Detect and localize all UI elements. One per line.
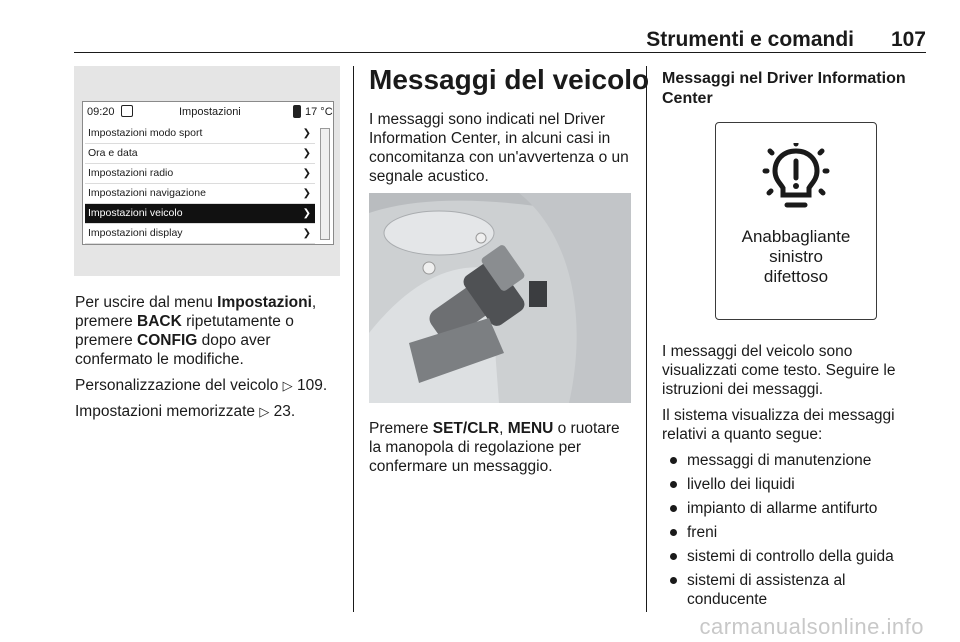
- steering-stalk-illustration: [369, 193, 631, 403]
- set-clr-button-label: SET/CLR: [432, 420, 500, 437]
- list-item: freni: [662, 523, 928, 542]
- column-divider-1: [353, 66, 354, 612]
- driver-information-center-display: [715, 122, 877, 320]
- page-reference-icon: ▷: [259, 404, 270, 419]
- menu-button-label: MENU: [507, 420, 554, 437]
- menu-item-label: Impostazioni radio: [88, 167, 174, 179]
- screen-scrollbar: [320, 128, 330, 240]
- chevron-right-icon: ❯: [302, 128, 311, 139]
- settings-menu-list: [85, 124, 315, 244]
- menu-item-label: Impostazioni modo sport: [88, 127, 203, 139]
- messages-categories-intro: Il sistema visualizza dei messaggi relativi a quanto segue:: [662, 407, 895, 443]
- list-item: messaggi di manutenzione: [662, 451, 928, 470]
- menu-item: [85, 124, 315, 144]
- screen-title: Impostazioni: [179, 106, 241, 118]
- confirm-message-paragraph: Premere SET/CLR, MENU o ruotare la manopola di regolazione per confermare un messaggio.: [369, 420, 620, 475]
- watermark: carmanualsonline.info: [699, 614, 924, 639]
- chevron-right-icon: ❯: [302, 208, 311, 219]
- subsection-title: Messaggi nel Driver Information Center: [662, 70, 906, 107]
- dic-message-line: sinistro: [769, 247, 823, 266]
- section-title: Messaggi del veicolo: [369, 64, 650, 95]
- menu-item: [85, 224, 315, 244]
- list-item: livello dei liquidi: [662, 475, 928, 494]
- message-categories-list: [662, 451, 928, 609]
- headlight-bulb-warning-icon: [761, 143, 831, 217]
- clock-icon: [121, 105, 133, 117]
- chevron-right-icon: ❯: [302, 228, 311, 239]
- menu-item-label: Impostazioni display: [88, 227, 183, 239]
- menu-item: [85, 144, 315, 164]
- dic-message-line: Anabbagliante: [741, 227, 851, 246]
- chevron-right-icon: ❯: [302, 148, 311, 159]
- chevron-right-icon: ❯: [302, 168, 311, 179]
- menu-item-selected: [85, 204, 315, 224]
- list-item: impianto di allarme antifurto: [662, 499, 928, 518]
- thermometer-icon: [293, 105, 301, 118]
- screen-temperature: 17 °C: [305, 106, 333, 118]
- info-display-screen: [82, 101, 334, 245]
- steering-stalk-photo: [369, 193, 631, 403]
- header-title: Strumenti e comandi: [646, 28, 854, 51]
- column-3-text: [662, 342, 928, 614]
- menu-item: [85, 184, 315, 204]
- column-1-text: [75, 293, 343, 428]
- screen-time: 09:20: [87, 106, 115, 118]
- exit-settings-paragraph: Per uscire dal menu Impostazioni, premere BACK ripetutamente o premere CONFIG dopo aver confermato le modifiche.: [75, 294, 317, 368]
- page-reference-icon: ▷: [282, 378, 293, 393]
- menu-item-label: Ora e data: [88, 147, 138, 159]
- column-divider-2: [646, 66, 647, 612]
- vehicle-personalization-link[interactable]: Personalizzazione del veicolo ▷ 109.: [75, 377, 328, 394]
- screen-status-bar: [83, 102, 333, 122]
- page-number: 107: [890, 28, 926, 51]
- column-2-intro: I messaggi sono indicati nel Driver Information Center, in alcuni casi in concomitanza con un'avvertenza o un segnale acustico.: [369, 111, 629, 185]
- messages-description-paragraph: I messaggi del veicolo sono visualizzati come testo. Seguire le istruzioni dei messaggi.: [662, 343, 896, 398]
- stored-settings-link[interactable]: Impostazioni memorizzate ▷ 23.: [75, 403, 296, 420]
- settings-screen-figure: [74, 66, 340, 276]
- list-item: sistemi di assistenza al conducente: [662, 571, 928, 609]
- list-item: sistemi di controllo della guida: [662, 547, 928, 566]
- menu-item-label: Impostazioni veicolo: [88, 207, 183, 219]
- menu-item-label: Impostazioni navigazione: [88, 187, 206, 199]
- dic-message-line: difettoso: [763, 267, 829, 286]
- menu-item: [85, 164, 315, 184]
- chevron-right-icon: ❯: [302, 188, 311, 199]
- page-header: [74, 28, 926, 53]
